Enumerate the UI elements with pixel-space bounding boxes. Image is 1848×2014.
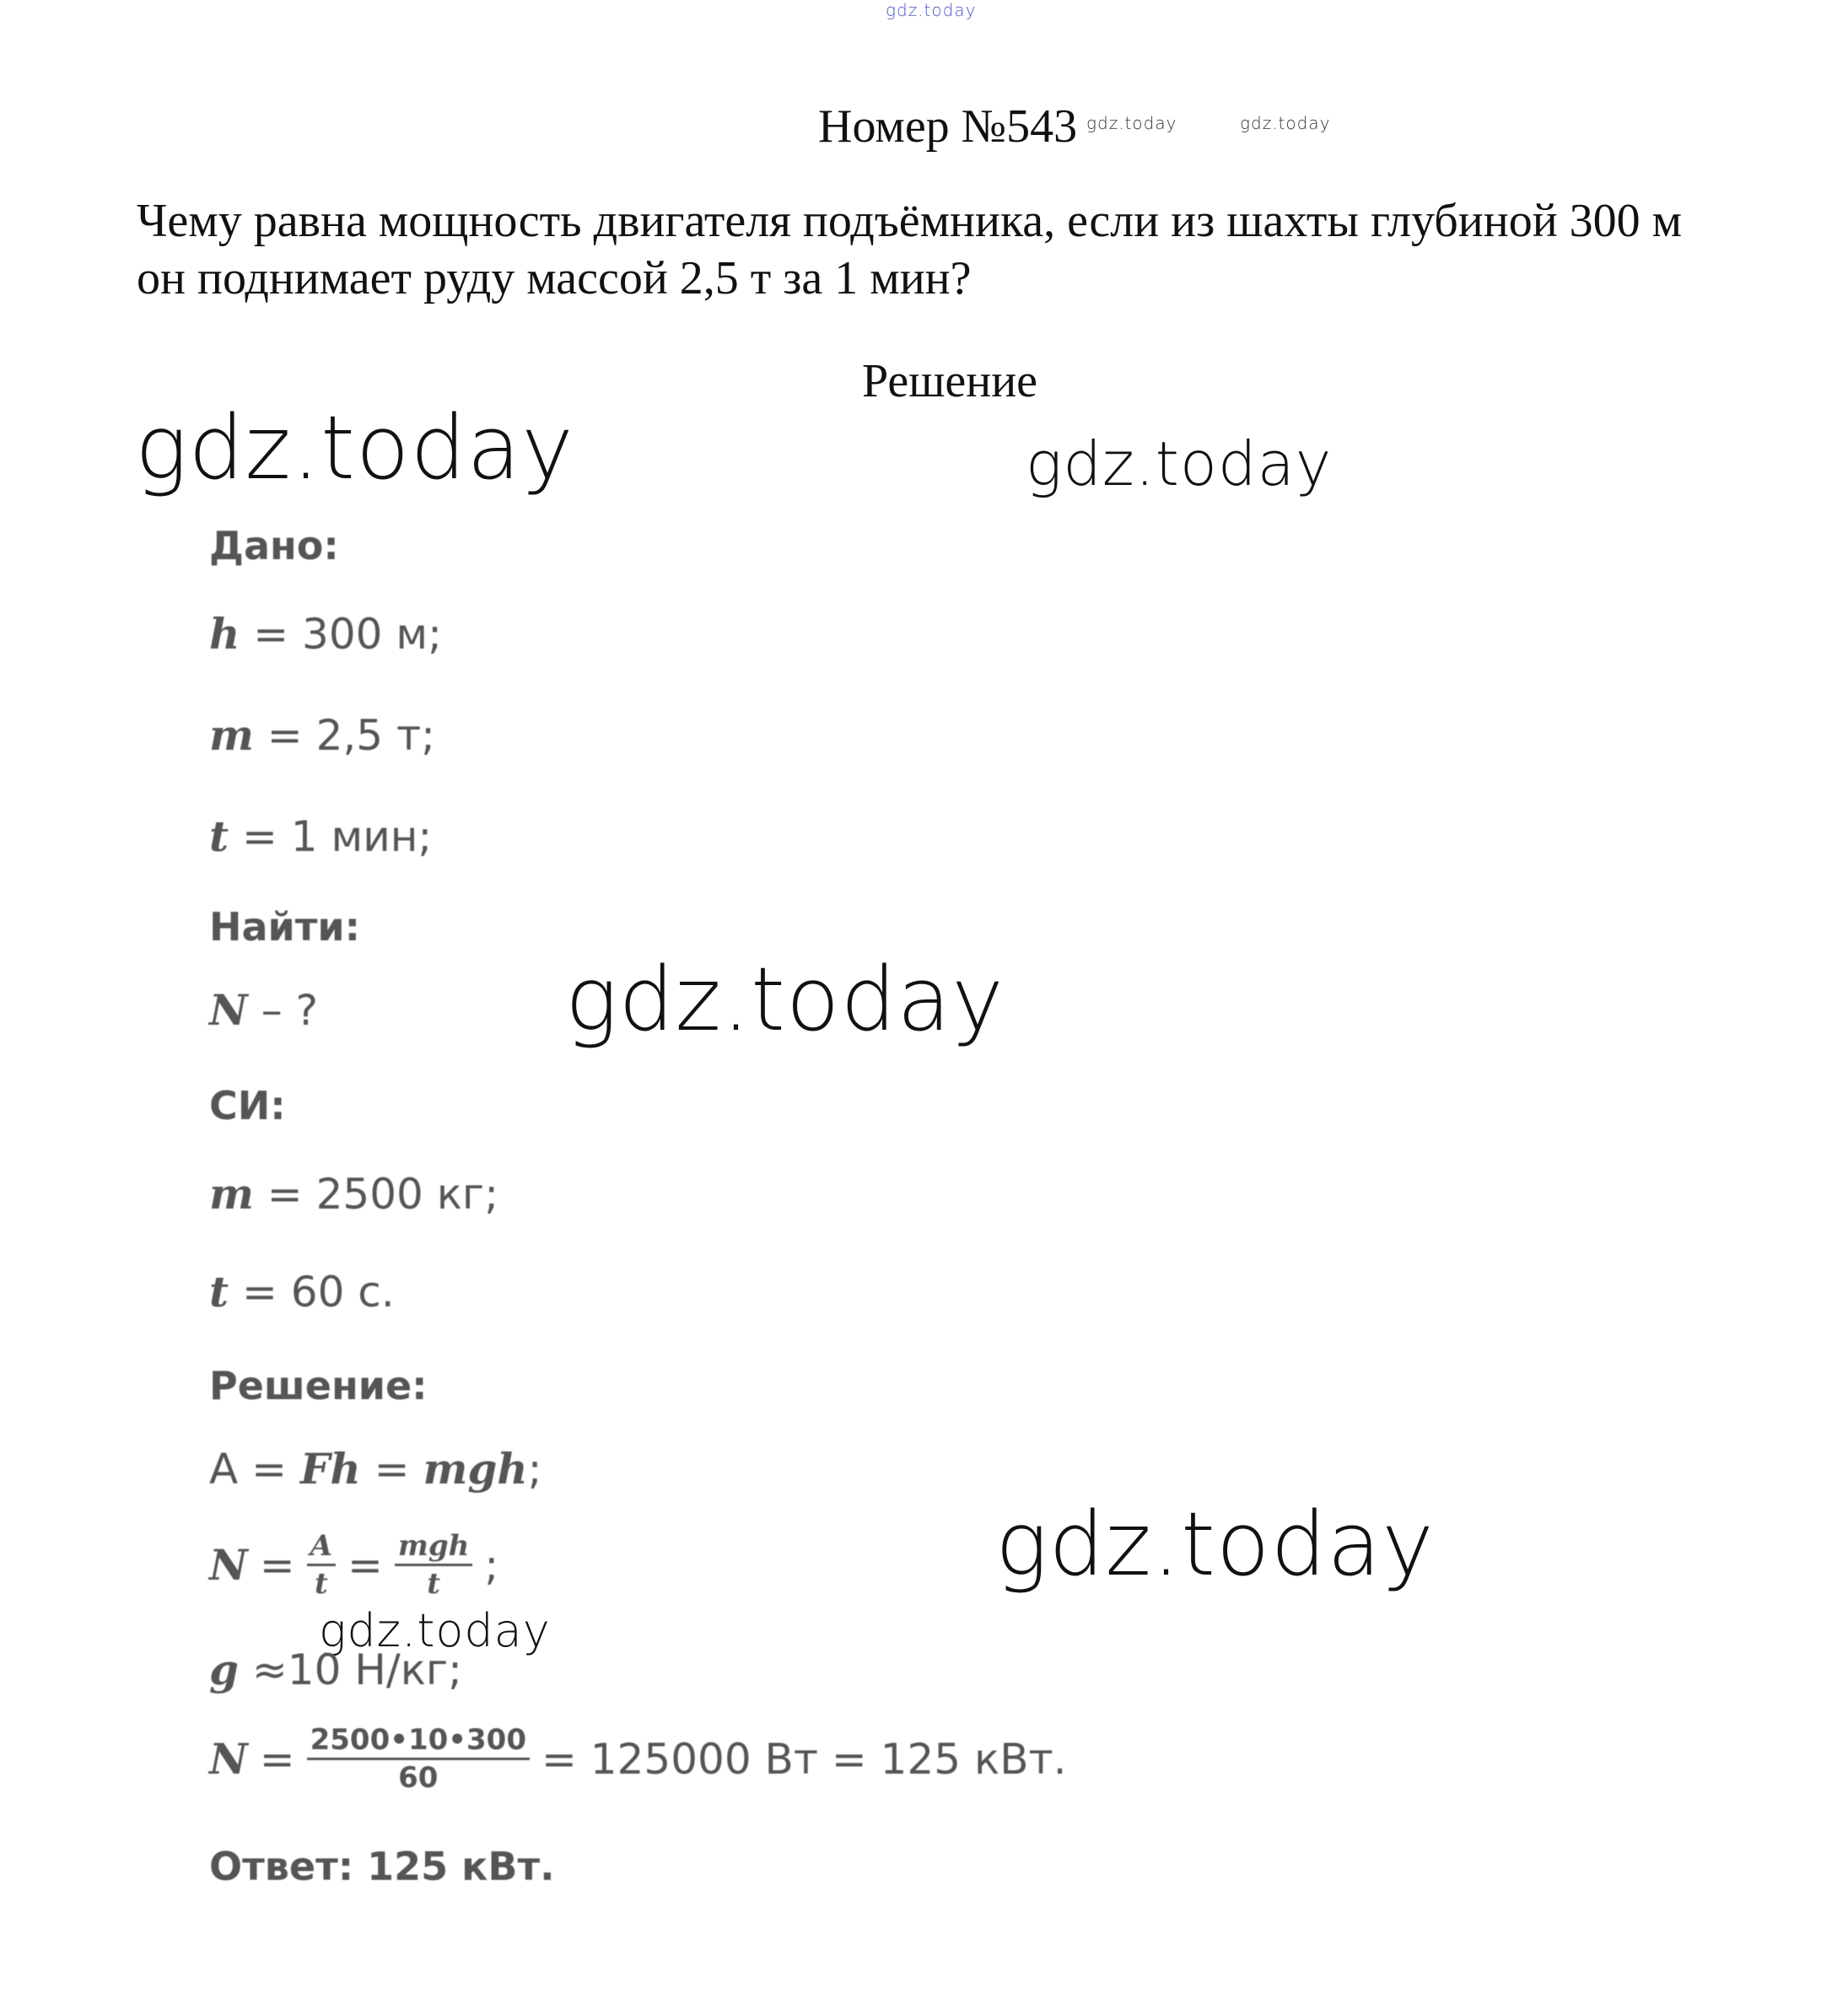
power-calculation	[209, 1723, 1067, 1795]
given-mass	[209, 710, 435, 760]
fraction-calc	[307, 1723, 530, 1795]
answer: Ответ: 125 кВт.	[209, 1844, 555, 1889]
find-label: Найти:	[209, 904, 361, 950]
fraction-denominator: t	[427, 1567, 440, 1601]
power-lhs: N	[209, 1540, 248, 1590]
si-mass-value: = 2500 кг;	[253, 1170, 499, 1219]
given-time	[209, 811, 432, 861]
given-time-value: = 1 мин;	[229, 812, 433, 861]
given-mass-value: = 2,5 т;	[253, 711, 435, 760]
fraction-numerator: mgh	[395, 1532, 472, 1566]
var-t: t	[209, 811, 229, 861]
watermark-title-a: gdz.today	[1086, 113, 1177, 133]
work-eq: =	[360, 1445, 423, 1494]
power-equation	[209, 1529, 499, 1601]
gravity-rest: ≈10 Н/кг;	[238, 1645, 463, 1694]
problem-statement: Чему равна мощность двигателя подъёмника, если из шахты глубиной 300 м он поднимает руду массой 2,5 т за 1 мин?	[137, 195, 1683, 304]
work-end: ;	[527, 1445, 542, 1494]
watermark-small-1: gdz.today	[319, 1604, 551, 1657]
watermark-large-2: gdz.today	[565, 948, 1005, 1051]
fraction-mgh-over-t	[395, 1529, 472, 1601]
var-t-si: t	[209, 1267, 229, 1317]
gravity-value	[209, 1645, 462, 1694]
si-time-value: = 60 с.	[229, 1268, 395, 1317]
solve-label: Решение:	[209, 1363, 428, 1408]
var-h: h	[209, 609, 240, 659]
watermark-top: gdz.today	[886, 0, 977, 20]
calc-denominator: 60	[398, 1761, 439, 1795]
var-m: m	[209, 710, 254, 760]
calc-lhs: N	[209, 1734, 248, 1784]
work-lhs: A =	[209, 1445, 300, 1494]
var-m-si: m	[209, 1169, 254, 1219]
calc-numerator: 2500•10•300	[307, 1726, 530, 1760]
equals-sign-1: =	[259, 1540, 295, 1590]
find-power-rest: – ?	[247, 986, 319, 1035]
watermark-large-1: gdz.today	[135, 396, 574, 499]
work-fh: Fh	[299, 1444, 361, 1494]
watermark-medium-1: gdz.today	[1026, 428, 1333, 499]
watermark-large-3: gdz.today	[995, 1493, 1435, 1596]
find-power	[209, 985, 318, 1035]
watermark-title-b: gdz.today	[1240, 113, 1331, 133]
var-g: g	[209, 1645, 239, 1694]
var-n: N	[209, 985, 248, 1035]
si-time	[209, 1267, 395, 1317]
given-height-value: = 300 м;	[240, 610, 442, 659]
given-height	[209, 609, 442, 659]
fraction-a-over-t	[307, 1529, 336, 1601]
fraction-numerator: A	[307, 1532, 336, 1566]
si-mass	[209, 1169, 498, 1219]
fraction-denominator: t	[314, 1567, 328, 1601]
page-title: Номер №543	[818, 100, 1078, 153]
equals-sign-3: =	[259, 1734, 295, 1784]
work-equation	[209, 1444, 542, 1494]
power-end: ;	[484, 1540, 499, 1590]
equals-sign-2: =	[348, 1540, 383, 1590]
si-label: СИ:	[209, 1083, 286, 1128]
work-mgh: mgh	[423, 1444, 528, 1494]
calc-result: = 125000 Вт = 125 кВт.	[541, 1734, 1067, 1784]
given-label: Дано:	[209, 523, 339, 568]
solution-heading: Решение	[862, 355, 1038, 407]
